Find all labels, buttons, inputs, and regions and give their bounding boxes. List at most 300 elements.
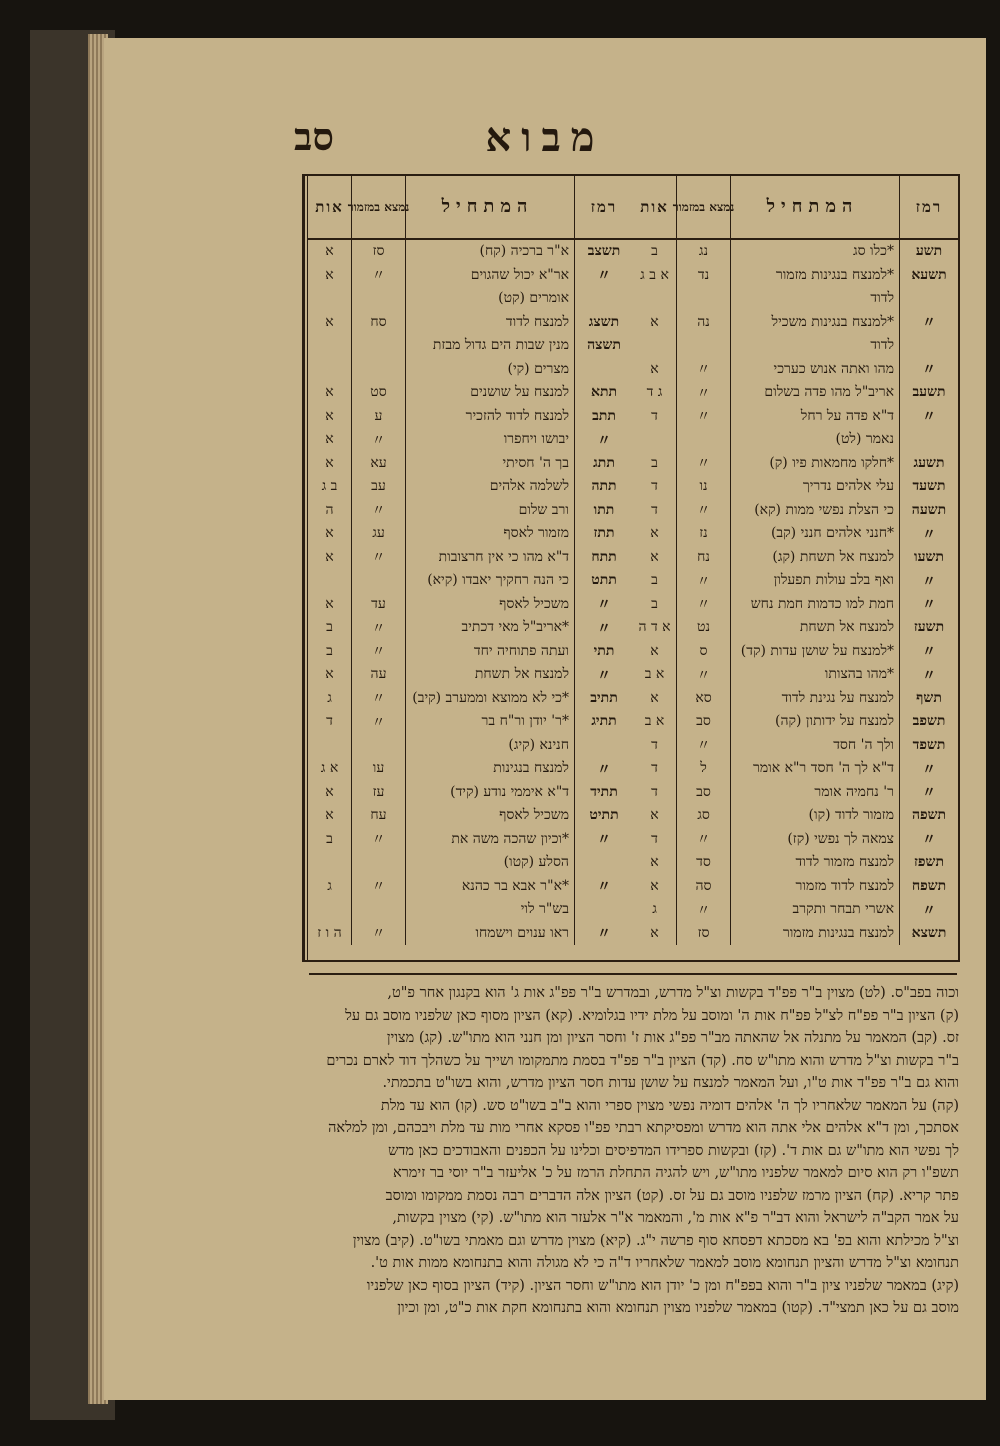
table-row xyxy=(308,875,633,899)
table-row xyxy=(308,428,633,452)
cell-matchil: ר' נחמיה אומר xyxy=(731,781,900,805)
cell-ot: א xyxy=(308,311,352,335)
cell-ot: א ב ג xyxy=(633,264,677,288)
cell-ot: ד xyxy=(633,828,677,852)
cell-ot xyxy=(633,334,677,358)
cell-ot: א xyxy=(308,452,352,476)
header-matchil: המתחיל xyxy=(406,176,575,238)
cell-matchil: למנצח אל תשחת xyxy=(406,663,575,687)
cell-matchil: למנצח אל תשחת xyxy=(731,616,900,640)
cell-ramaz: 〃 xyxy=(922,785,936,802)
cell-ramaz: תשפד xyxy=(912,736,946,753)
cell-ramaz: תתיד xyxy=(590,783,618,800)
table-row xyxy=(308,781,633,805)
cell-nimtza: סד xyxy=(677,851,731,875)
cell-ramaz: תשפה xyxy=(911,807,947,824)
cell-nimtza xyxy=(677,334,731,358)
cell-ramaz: 〃 xyxy=(922,644,936,661)
cell-ramaz xyxy=(900,428,958,452)
cell-nimtza: נז xyxy=(677,522,731,546)
table-row xyxy=(308,452,633,476)
cell-matchil: א"ר ברכיה (קח) xyxy=(406,240,575,264)
cell-nimtza: 〃 xyxy=(352,616,406,640)
cell-ot: ג xyxy=(308,875,352,899)
cell-ramaz: 〃 xyxy=(597,926,611,943)
cell-ramaz: תשעב xyxy=(912,384,946,401)
cell-ot xyxy=(308,851,352,875)
cell-ramaz: 〃 xyxy=(922,409,936,426)
cell-nimtza xyxy=(352,851,406,875)
cell-ramaz: תשף xyxy=(916,689,942,706)
cell-nimtza: 〃 xyxy=(677,499,731,523)
cell-nimtza: עז xyxy=(352,781,406,805)
cell-matchil: למנצח בנגינות מזמור xyxy=(731,922,900,946)
cell-ramaz: תתב xyxy=(592,407,616,424)
cell-matchil: למנצח לדוד מזמור xyxy=(731,875,900,899)
cell-nimtza: נה xyxy=(677,311,731,335)
cell-matchil: ד"א פדה על רחל xyxy=(731,405,900,429)
cell-nimtza: סז xyxy=(677,922,731,946)
table-row xyxy=(633,428,958,452)
cell-ramaz: 〃 xyxy=(597,620,611,637)
cell-ot: א xyxy=(308,781,352,805)
cell-ramaz: תתיב xyxy=(590,689,618,706)
cell-matchil: ראו ענוים וישמחו xyxy=(406,922,575,946)
table-row xyxy=(308,264,633,288)
cell-nimtza: 〃 xyxy=(352,710,406,734)
cell-matchil: מזמור לדוד (קו) xyxy=(731,804,900,828)
cell-ot: א xyxy=(633,687,677,711)
cell-matchil: ואף בלב עולות תפעלון xyxy=(731,569,900,593)
cell-nimtza: 〃 xyxy=(677,569,731,593)
cell-ramaz: 〃 xyxy=(597,832,611,849)
cell-ot: א ב xyxy=(633,710,677,734)
cell-ot: ד xyxy=(633,757,677,781)
cell-ot: א ד ה xyxy=(633,616,677,640)
cell-ramaz: תשעא xyxy=(911,266,947,283)
cell-ot: א xyxy=(633,922,677,946)
cell-nimtza: סט xyxy=(352,381,406,405)
cell-matchil: משכיל לאסף xyxy=(406,804,575,828)
cell-nimtza: נו xyxy=(677,475,731,499)
cell-nimtza: עו xyxy=(352,757,406,781)
footnote-line: אסתכך, ומן ד"א אלהים אלי אתה הוא מדרש ומפסיקתא רבתי פפ"ו פסקא אחרי מות עד מלת ויבכהם, ומן למלאה xyxy=(328,1120,959,1136)
cell-matchil: הסלע (קטו) xyxy=(406,851,575,875)
cell-nimtza: סב xyxy=(677,710,731,734)
table-row xyxy=(633,804,958,828)
cell-ramaz: 〃 xyxy=(597,432,611,449)
table-row xyxy=(633,358,958,382)
table-row xyxy=(633,499,958,523)
cell-nimtza: 〃 xyxy=(352,499,406,523)
table-row xyxy=(633,875,958,899)
cell-nimtza: 〃 xyxy=(677,452,731,476)
header-ot: אות xyxy=(308,176,352,238)
cell-nimtza: עד xyxy=(352,593,406,617)
cell-nimtza: סג xyxy=(677,804,731,828)
cell-ramaz xyxy=(575,898,633,922)
cell-matchil: כי הצלת נפשי ממות (קא) xyxy=(731,499,900,523)
table-row xyxy=(308,898,633,922)
cell-ramaz: תשפז xyxy=(914,854,944,871)
cell-ot: ב xyxy=(633,569,677,593)
table-row xyxy=(308,663,633,687)
cell-nimtza xyxy=(677,287,731,311)
cell-matchil: בש"ר לוי xyxy=(406,898,575,922)
cell-ot: ג xyxy=(633,898,677,922)
cell-ot: ה ו ז xyxy=(308,922,352,946)
cell-matchil: נאמר (לט) xyxy=(731,428,900,452)
table-row xyxy=(308,640,633,664)
table-row xyxy=(308,851,633,875)
header-matchil: המתחיל xyxy=(731,176,900,238)
cell-ramaz: תתח xyxy=(591,548,617,565)
cell-ramaz: תשצה xyxy=(587,337,621,354)
footnote-line: (קה) על המאמר שלאחריו לך ה' אלהים דומיה נפשי מצוין ספרי והוא ב"ב בשו"ט סש. (קו) הוא עד מלת xyxy=(380,1097,959,1114)
cell-matchil: *כלו סג xyxy=(731,240,900,264)
table-row xyxy=(633,734,958,758)
cell-ot xyxy=(633,287,677,311)
table-row xyxy=(633,922,958,946)
table-row xyxy=(308,475,633,499)
cell-matchil: אריב"ל מהו פדה בשלום xyxy=(731,381,900,405)
cell-ramaz: תתג xyxy=(593,454,615,471)
index-table-right-half xyxy=(633,176,958,960)
cell-matchil: ורב שלום xyxy=(406,499,575,523)
cell-nimtza: ס xyxy=(677,640,731,664)
cell-nimtza: נג xyxy=(677,240,731,264)
footnote-line: לך נפשי הוא מתו"ש גם אות ד'. (קז) ובקשות ספרידו המדפיסים וכלינו על הכפנים והאבודכים כאן מדש xyxy=(388,1142,959,1159)
cell-nimtza: עא xyxy=(352,452,406,476)
cell-ramaz: תתו xyxy=(593,501,615,518)
index-table-left-half xyxy=(304,176,633,960)
cell-matchil: *כי לא ממוצא וממערב (קיב) xyxy=(406,687,575,711)
cell-ramaz xyxy=(575,358,633,382)
cell-matchil: למנצח מזמור לדוד xyxy=(731,851,900,875)
cell-matchil: מנין שבות הים גדול מבזת xyxy=(406,334,575,358)
cell-nimtza xyxy=(352,334,406,358)
cell-matchil: למנצח על ידותון (קה) xyxy=(731,710,900,734)
page-title: מבוא xyxy=(485,114,605,161)
cell-ot: ב xyxy=(633,593,677,617)
cell-nimtza: סא xyxy=(677,687,731,711)
cell-ot: א xyxy=(633,311,677,335)
cell-nimtza: 〃 xyxy=(352,828,406,852)
cell-nimtza xyxy=(677,428,731,452)
cell-nimtza: 〃 xyxy=(352,546,406,570)
cell-nimtza: סב xyxy=(677,781,731,805)
cell-ot: א xyxy=(633,522,677,546)
cell-nimtza: 〃 xyxy=(677,898,731,922)
cell-matchil: ד"א איממי נודע (קיד) xyxy=(406,781,575,805)
cell-matchil: *למנצח בנגינות מזמור xyxy=(731,264,900,288)
page-header xyxy=(104,114,986,174)
cell-ramaz xyxy=(575,851,633,875)
cell-nimtza: ל xyxy=(677,757,731,781)
table-row xyxy=(633,593,958,617)
cell-nimtza: סז xyxy=(352,240,406,264)
table-row xyxy=(633,475,958,499)
cell-ramaz: תשפח xyxy=(911,877,947,894)
cell-ramaz xyxy=(575,287,633,311)
cell-ramaz xyxy=(575,734,633,758)
cell-matchil: ד"א מהו כי אין חרצובות xyxy=(406,546,575,570)
cell-nimtza xyxy=(352,358,406,382)
cell-ramaz: תשעג xyxy=(913,454,945,471)
cell-nimtza: 〃 xyxy=(677,734,731,758)
cell-nimtza: 〃 xyxy=(677,381,731,405)
cell-nimtza: 〃 xyxy=(352,922,406,946)
cell-ot: ב xyxy=(633,452,677,476)
cell-ramaz: תשצא xyxy=(911,924,947,941)
footnote-line: זס. (קב) המאמר על מתנלה אל שהאתה מב"ר פפ"ג אות ז' וחסר הציון ומן חנני הוא מתו"ש. (קג) מצוין xyxy=(386,1030,959,1046)
table-row xyxy=(633,311,958,335)
table-row xyxy=(308,828,633,852)
footnote-line: וכוה בפב"ס. (לט) מצוין ב"ר פפ"ד בקשות וצ"ל מדרש, ובמדרש ב"ר פפ"ג אות ג' הוא בקנגון אחר פ"ט, xyxy=(387,985,959,1001)
cell-matchil: *ר' יודן ור"ח בר xyxy=(406,710,575,734)
cell-ramaz: 〃 xyxy=(597,879,611,896)
cell-matchil: למנצח על שושנים xyxy=(406,381,575,405)
cell-ramaz: 〃 xyxy=(922,597,936,614)
table-row xyxy=(308,499,633,523)
table-row xyxy=(633,264,958,288)
cell-ramaz: תשצג xyxy=(588,313,620,330)
cell-ot: א xyxy=(633,546,677,570)
cell-matchil: אומרים (קט) xyxy=(406,287,575,311)
cell-matchil: לדוד xyxy=(731,287,900,311)
footnote-line: מוסב גם על כאן תמצי"ד. (קטו) במאמר שלפניו מצוין תנחומא והוא בתנחומא חקת אות כ"ט, ומן וכיון xyxy=(397,1300,959,1316)
cell-matchil: מצרים (קי) xyxy=(406,358,575,382)
table-row xyxy=(633,898,958,922)
table-row xyxy=(308,358,633,382)
cell-ot: א xyxy=(308,405,352,429)
cell-matchil: חמת למו כדמות חמת נחש xyxy=(731,593,900,617)
header-ramaz: רמז xyxy=(915,197,943,216)
cell-matchil: ולך ה' חסד xyxy=(731,734,900,758)
table-row xyxy=(308,593,633,617)
cell-matchil: צמאה לך נפשי (קז) xyxy=(731,828,900,852)
table-row xyxy=(308,522,633,546)
cell-ot: ג xyxy=(308,687,352,711)
table-row xyxy=(308,240,633,264)
table-row xyxy=(633,240,958,264)
cell-nimtza xyxy=(352,734,406,758)
cell-matchil: בך ה' חסיתי xyxy=(406,452,575,476)
cell-ot xyxy=(308,334,352,358)
cell-nimtza: סה xyxy=(677,875,731,899)
cell-ot: א xyxy=(308,804,352,828)
table-row xyxy=(308,287,633,311)
cell-nimtza: 〃 xyxy=(677,405,731,429)
cell-ot: ג ד xyxy=(633,381,677,405)
cell-nimtza xyxy=(352,898,406,922)
cell-nimtza: נד xyxy=(677,264,731,288)
cell-ramaz: תתיג xyxy=(591,713,617,730)
cell-matchil: *חלקו מחמאות פיו (ק) xyxy=(731,452,900,476)
footnote-divider xyxy=(309,973,957,975)
table-row xyxy=(308,405,633,429)
cell-matchil: לשלמה אלהים xyxy=(406,475,575,499)
cell-ramaz xyxy=(900,287,958,311)
footnote-line: והוא גם ב"ר פפ"ד אות ט"ו, ועל המאמר למנצח על שושן עדות חסר הציון מדרש, והוא בשו"ט בתכמתי. xyxy=(382,1075,959,1091)
cell-matchil: כי הנה רחקיך יאבדו (קיא) xyxy=(406,569,575,593)
cell-matchil: מזמור לאסף xyxy=(406,522,575,546)
cell-nimtza: 〃 xyxy=(352,264,406,288)
cell-nimtza: 〃 xyxy=(352,428,406,452)
footnote-line: וצ"ל מכילתא והוא בפ' בא מסכתא דפסחא סוף פרשה י"ג. (קיא) מצוין מדרש וגם מאמתי בשו"ט. (קיב) מצוין xyxy=(352,1232,959,1249)
cell-ot: ב xyxy=(308,640,352,664)
cell-ot xyxy=(308,734,352,758)
cell-ot: ד xyxy=(633,405,677,429)
cell-nimtza: 〃 xyxy=(352,875,406,899)
footnote-line: ב"ר בקשות וצ"ל מדרש והוא מתו"ש סח. (קד) הציון ב"ר פפ"ד בסמת מתמקומו ושייך על כשהלך דוד לארם נכרים xyxy=(326,1052,959,1069)
cell-ot: ה xyxy=(308,499,352,523)
cell-matchil: ד"א לך ה' חסד ר"א אומר xyxy=(731,757,900,781)
header-nimtza: נמצא במזמור xyxy=(352,176,406,238)
cell-ramaz: 〃 xyxy=(597,597,611,614)
table-row xyxy=(633,757,958,781)
header-ot: אות xyxy=(633,176,677,238)
cell-ramaz: תשפב xyxy=(912,713,946,730)
cell-nimtza: 〃 xyxy=(352,640,406,664)
cell-matchil: עלי אלהים נדריך xyxy=(731,475,900,499)
table-row xyxy=(308,804,633,828)
cell-ot xyxy=(308,358,352,382)
table-row xyxy=(308,569,633,593)
cell-ramaz: תתי xyxy=(593,642,615,659)
cell-nimtza: עג xyxy=(352,522,406,546)
table-row xyxy=(633,616,958,640)
cell-matchil: *חנני אלהים חנני (קב) xyxy=(731,522,900,546)
cell-ramaz xyxy=(900,334,958,358)
cell-matchil: חנינא (קיג) xyxy=(406,734,575,758)
cell-nimtza: 〃 xyxy=(677,593,731,617)
table-row xyxy=(633,687,958,711)
cell-ot: ד xyxy=(633,734,677,758)
cell-matchil: *א"ר אבא בר כהנא xyxy=(406,875,575,899)
cell-matchil: *וכיון שהכה משה את xyxy=(406,828,575,852)
cell-matchil: ועתה פתוחיה יחד xyxy=(406,640,575,664)
cell-nimtza xyxy=(352,287,406,311)
cell-ot: ב xyxy=(633,240,677,264)
cell-ramaz: 〃 xyxy=(597,268,611,285)
cell-matchil: *למנצח על שושן עדות (קד) xyxy=(731,640,900,664)
cell-ramaz: 〃 xyxy=(922,315,936,332)
cell-ramaz: 〃 xyxy=(922,902,936,919)
table-row xyxy=(308,546,633,570)
table-row xyxy=(633,405,958,429)
cell-nimtza: סח xyxy=(352,311,406,335)
cell-ot: א xyxy=(633,804,677,828)
cell-ramaz: 〃 xyxy=(922,526,936,543)
cell-matchil: יבושו ויחפרו xyxy=(406,428,575,452)
cell-matchil: למנצח על נגינת לדוד xyxy=(731,687,900,711)
cell-nimtza xyxy=(352,569,406,593)
table-row xyxy=(633,546,958,570)
page-number: סב xyxy=(294,114,334,159)
cell-ot: ד xyxy=(633,475,677,499)
cell-ramaz: תשעו xyxy=(914,548,944,565)
table-row xyxy=(633,828,958,852)
cell-ot: ד xyxy=(633,499,677,523)
cell-ramaz: תתא xyxy=(590,384,618,401)
table-row xyxy=(633,663,958,687)
table-row xyxy=(308,734,633,758)
cell-ot xyxy=(633,428,677,452)
cell-ramaz: 〃 xyxy=(922,667,936,684)
cell-ot: ב xyxy=(308,828,352,852)
table-row xyxy=(633,452,958,476)
table-row xyxy=(308,922,633,946)
cell-ot: א xyxy=(633,640,677,664)
cell-ramaz: תתה xyxy=(591,478,617,495)
cell-ot: א xyxy=(308,428,352,452)
cell-nimtza: 〃 xyxy=(352,687,406,711)
table-row xyxy=(633,334,958,358)
cell-matchil: משכיל לאסף xyxy=(406,593,575,617)
cell-ot: א xyxy=(633,851,677,875)
cell-ot: ד xyxy=(308,710,352,734)
cell-ramaz: תשצב xyxy=(587,243,621,260)
cell-ot: א xyxy=(308,546,352,570)
footnote-line: תנחומא וצ"ל מדרש והציון תנחומא מוסב למאמר שלאחריו ד"ה כי לא מגולה והוא בתנחומא ממות אות ט'. xyxy=(370,1255,959,1271)
cell-nimtza: עח xyxy=(352,804,406,828)
table-row xyxy=(308,687,633,711)
cell-ramaz: 〃 xyxy=(597,667,611,684)
cell-matchil: אשרי תבחר ותקרב xyxy=(731,898,900,922)
table-row xyxy=(308,757,633,781)
cell-matchil: אר"א יכול שהגוים xyxy=(406,264,575,288)
cell-nimtza: עה xyxy=(352,663,406,687)
cell-ramaz: תשעה xyxy=(911,501,947,518)
table-row xyxy=(633,287,958,311)
cell-matchil: *מהו בהצותו xyxy=(731,663,900,687)
table-row xyxy=(633,851,958,875)
cell-ot: א xyxy=(308,381,352,405)
cell-matchil: למנצח בנגינות xyxy=(406,757,575,781)
cell-nimtza: ע xyxy=(352,405,406,429)
cell-ramaz: תשעד xyxy=(912,478,946,495)
table-row xyxy=(308,710,633,734)
footnote-line: על אמר הקב"ה לישראל והוא דב"ר פ"א אות מ', והמאמר א"ר אלעזר הוא מתו"ש. (קי) מצוין בקשות, xyxy=(392,1210,959,1226)
table-header-row xyxy=(633,176,958,240)
book-page xyxy=(104,38,986,1400)
cell-ramaz: תשעז xyxy=(913,619,945,636)
cell-ramaz: 〃 xyxy=(922,761,936,778)
cell-matchil: מהו ואתה אנוש כערכי xyxy=(731,358,900,382)
cell-ot: א ב xyxy=(633,663,677,687)
cell-ramaz: תשע xyxy=(915,243,943,260)
cell-ot: א xyxy=(633,358,677,382)
cell-nimtza: 〃 xyxy=(677,358,731,382)
table-row xyxy=(308,311,633,335)
cell-nimtza: 〃 xyxy=(677,663,731,687)
cell-ot xyxy=(308,898,352,922)
cell-matchil: לדוד xyxy=(731,334,900,358)
cell-ot: א xyxy=(308,522,352,546)
cell-matchil: למנצח לדוד להזכיר xyxy=(406,405,575,429)
header-nimtza: נמצא במזמור xyxy=(677,176,731,238)
table-row xyxy=(633,569,958,593)
cell-ot: ב ג xyxy=(308,475,352,499)
header-ramaz: רמז xyxy=(590,197,618,216)
cell-ot: א xyxy=(308,593,352,617)
cell-nimtza: 〃 xyxy=(677,828,731,852)
table-row xyxy=(308,381,633,405)
cell-ot: א ג xyxy=(308,757,352,781)
cell-ramaz: 〃 xyxy=(922,362,936,379)
cell-ramaz: 〃 xyxy=(597,761,611,778)
